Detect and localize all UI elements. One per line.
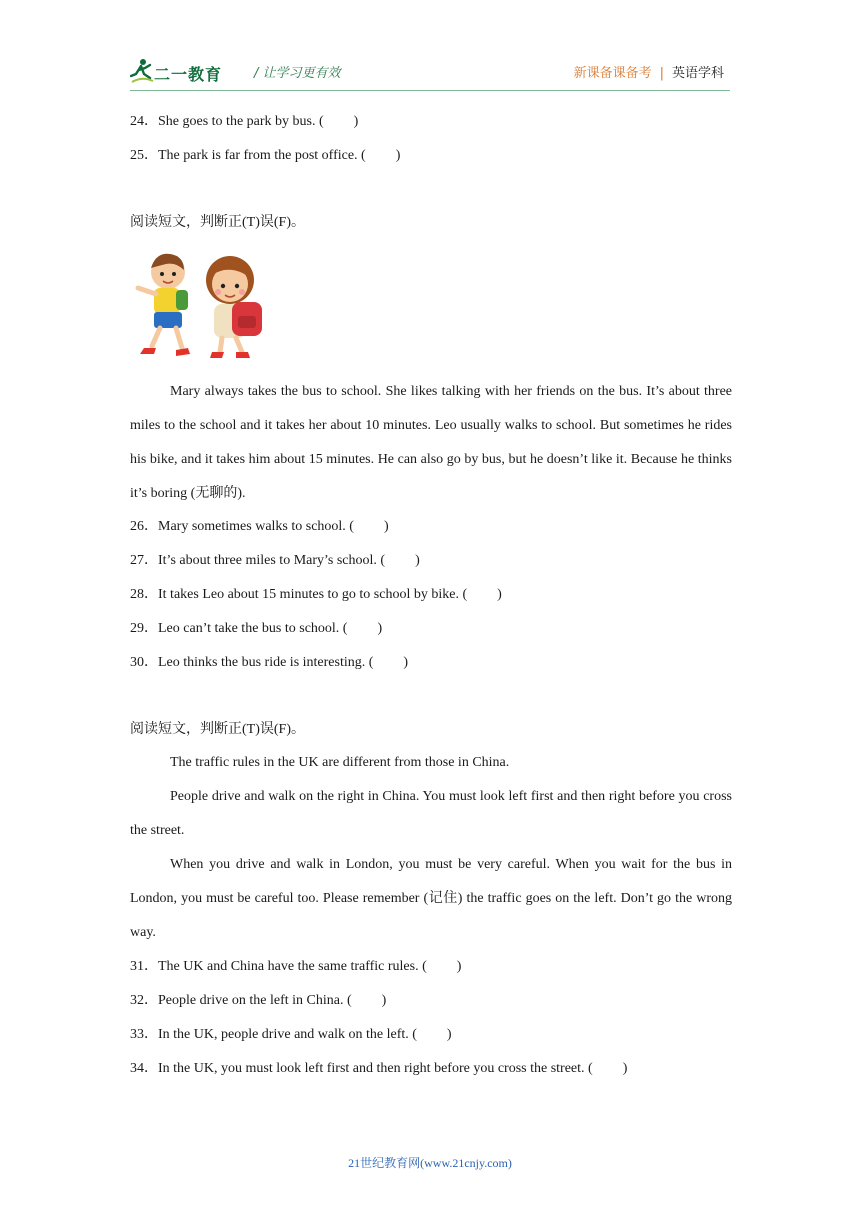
header-divider (130, 90, 730, 91)
question-27 (130, 552, 420, 570)
question-close: ) (395, 148, 401, 163)
question-close: ) (383, 519, 389, 534)
question-close: ) (403, 655, 409, 670)
paragraph-text: The traffic rules in the UK are different from those in China. (170, 755, 510, 770)
paragraph-text: People drive and walk on the right in China. You must look left first and then right before you cross the street. (130, 789, 732, 838)
question-33 (130, 1026, 452, 1044)
passage-mary-leo (130, 375, 732, 511)
question-number: 25． (130, 148, 158, 163)
question-text: In the UK, you must look left first and then right before you cross the street. ( (158, 1061, 593, 1076)
logo (130, 56, 242, 88)
logo-text: 二一教育 (154, 65, 223, 84)
question-text: In the UK, people drive and walk on the left. ( (158, 1027, 417, 1042)
slogan: / 让学习更有效 (254, 66, 341, 81)
question-text: She goes to the park by bus. ( (158, 114, 324, 129)
question-close: ) (381, 993, 387, 1008)
section-instruction: 阅读短文，判断正(T)误(F)。 (130, 722, 305, 737)
question-number: 28． (130, 587, 158, 602)
question-text: Leo can’t take the bus to school. ( (158, 621, 348, 636)
page-header (130, 56, 730, 92)
question-close: ) (446, 1027, 452, 1042)
question-32 (130, 992, 386, 1010)
question-text: Mary sometimes walks to school. ( (158, 519, 354, 534)
header-subject (574, 62, 724, 81)
question-text: It takes Leo about 15 minutes to go to school by bike. ( (158, 587, 468, 602)
question-number: 29． (130, 621, 158, 636)
question-close: ) (415, 553, 420, 568)
question-text: It’s about three miles to Mary’s school. ( (158, 553, 386, 568)
question-number: 24． (130, 114, 158, 129)
page-footer: 21世纪教育网(www.21cnjy.com) (348, 1156, 512, 1170)
question-26 (130, 518, 389, 536)
question-text: People drive on the left in China. ( (158, 993, 352, 1008)
question-29 (130, 620, 382, 638)
question-text: The park is far from the post office. ( (158, 148, 366, 163)
question-close: ) (456, 959, 462, 974)
question-25 (130, 147, 400, 165)
question-number: 27． (130, 553, 158, 568)
header-separator: | (659, 66, 664, 81)
question-number: 34． (130, 1061, 158, 1076)
question-close: ) (497, 587, 502, 602)
header-subject-label: 英语学科 (671, 66, 724, 81)
question-number: 30． (130, 655, 158, 670)
question-28 (130, 586, 502, 604)
question-close: ) (622, 1061, 628, 1076)
question-close: ) (377, 621, 383, 636)
passage-text: Mary always takes the bus to school. She likes talking with her friends on the bus. It’s about three miles to the school and it takes her about 10 minutes. Leo usually walks to school. But sometimes he rides his bike, and it takes him about 15 minutes. He can also go by bus, but he doesn’t like it. Because he thinks it’s boring (无聊的). (130, 384, 732, 501)
question-number: 31． (130, 959, 158, 974)
question-34 (130, 1060, 627, 1078)
header-course-label: 新课备课备考 (573, 66, 652, 81)
runner-logo-icon (130, 56, 154, 86)
question-close: ) (353, 114, 359, 129)
question-text: Leo thinks the bus ride is interesting. ( (158, 655, 374, 670)
passage-paragraph-2 (130, 780, 732, 848)
question-text: The UK and China have the same traffic rules. ( (158, 959, 427, 974)
question-30 (130, 654, 408, 672)
question-number: 32． (130, 993, 158, 1008)
question-24 (130, 113, 358, 131)
paragraph-text: When you drive and walk in London, you must be very careful. When you wait for the bus in London, you must be careful too. Please remember (记住) the traffic goes on the left. Don’t go the wrong way. (130, 857, 732, 940)
passage-paragraph-3 (130, 848, 732, 950)
question-number: 33． (130, 1027, 158, 1042)
question-number: 26． (130, 519, 158, 534)
children-walking-illustration (130, 250, 268, 362)
section-instruction: 阅读短文，判断正(T)误(F)。 (130, 215, 305, 230)
question-31 (130, 958, 461, 976)
passage-paragraph-1 (130, 746, 732, 780)
